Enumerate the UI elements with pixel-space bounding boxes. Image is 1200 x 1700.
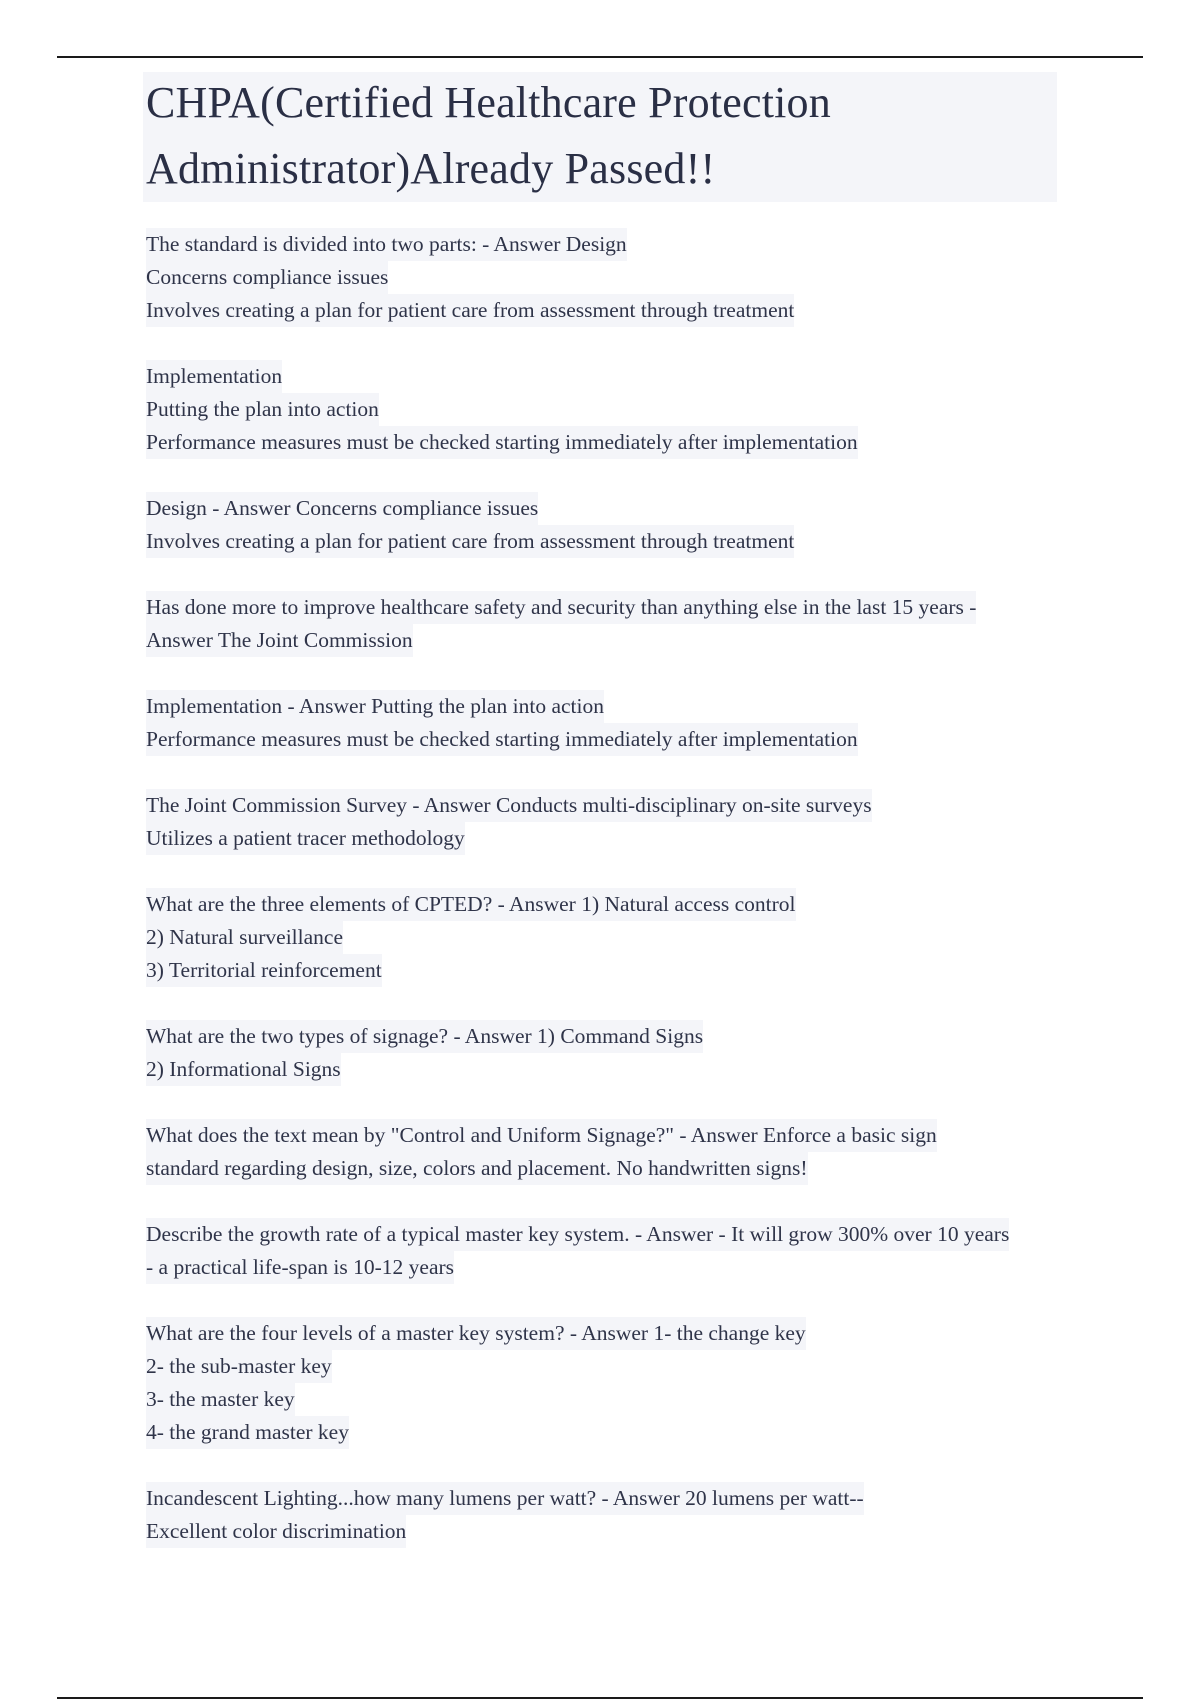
qa-line: What are the three elements of CPTED? - Answer 1) Natural access control [146,888,796,921]
qa-entry [146,1020,1066,1086]
qa-line: Incandescent Lighting...how many lumens per watt? - Answer 20 lumens per watt-- [146,1482,864,1515]
qa-line: Describe the growth rate of a typical master key system. - Answer - It will grow 300% over 10 years [146,1218,1009,1251]
qa-line: What does the text mean by "Control and Uniform Signage?" - Answer Enforce a basic sign [146,1119,937,1152]
qa-line: Excellent color discrimination [146,1515,406,1548]
qa-entry [146,360,1066,459]
document-body [146,228,1066,1581]
qa-line: Answer The Joint Commission [146,624,413,657]
title-line-2: Administrator)Already Passed!! [146,144,716,193]
qa-line: Utilizes a patient tracer methodology [146,822,465,855]
title-line-1: CHPA(Certified Healthcare Protection [146,78,831,127]
qa-line: 2) Informational Signs [146,1053,341,1086]
qa-line: Performance measures must be checked starting immediately after implementation [146,723,858,756]
qa-line: Involves creating a plan for patient care from assessment through treatment [146,525,794,558]
bottom-rule [57,1697,1143,1699]
qa-line: 2- the sub-master key [146,1350,332,1383]
qa-entry [146,1218,1066,1284]
qa-line: Implementation [146,360,282,393]
qa-line: What are the two types of signage? - Answer 1) Command Signs [146,1020,703,1053]
qa-entry [146,591,1066,657]
qa-line: Concerns compliance issues [146,261,388,294]
qa-line: Implementation - Answer Putting the plan into action [146,690,604,723]
qa-line: Involves creating a plan for patient care from assessment through treatment [146,294,794,327]
qa-line: Putting the plan into action [146,393,379,426]
qa-line: Has done more to improve healthcare safety and security than anything else in the last 15 years - [146,591,976,624]
qa-line: Performance measures must be checked starting immediately after implementation [146,426,858,459]
qa-line: standard regarding design, size, colors and placement. No handwritten signs! [146,1152,808,1185]
qa-entry [146,492,1066,558]
qa-entry [146,228,1066,327]
qa-line: 4- the grand master key [146,1416,349,1449]
qa-entry [146,1482,1066,1548]
qa-line: 3- the master key [146,1383,295,1416]
qa-line: Design - Answer Concerns compliance issues [146,492,538,525]
qa-entry [146,1119,1066,1185]
qa-entry [146,888,1066,987]
qa-entry [146,690,1066,756]
qa-entry [146,789,1066,855]
qa-line: 3) Territorial reinforcement [146,954,382,987]
qa-line: - a practical life-span is 10-12 years [146,1251,454,1284]
qa-entry [146,1317,1066,1449]
qa-line: What are the four levels of a master key system? - Answer 1- the change key [146,1317,806,1350]
qa-line: 2) Natural surveillance [146,921,343,954]
top-rule [57,56,1143,58]
document-title [146,70,1046,202]
qa-line: The Joint Commission Survey - Answer Conducts multi-disciplinary on-site surveys [146,789,872,822]
qa-line: The standard is divided into two parts: - Answer Design [146,228,627,261]
